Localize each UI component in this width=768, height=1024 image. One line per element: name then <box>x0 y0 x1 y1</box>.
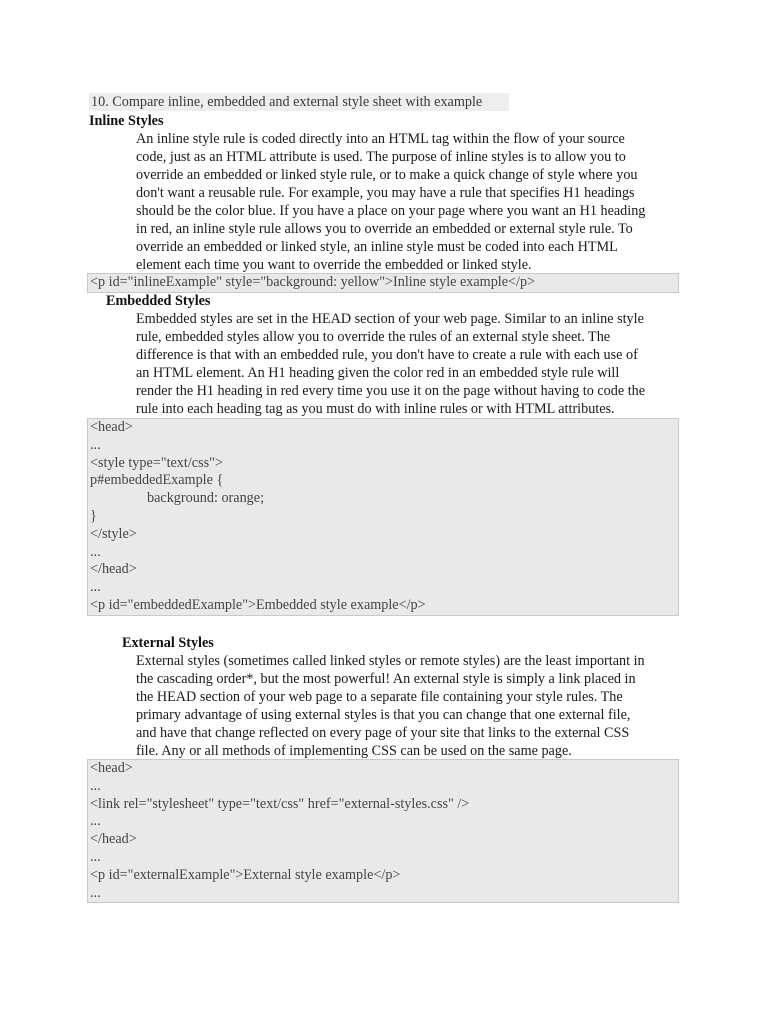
code-line: <p id="embeddedExample">Embedded style example</p> <box>90 596 426 613</box>
paragraph-line: External styles (sometimes called linked styles or remote styles) are the least important in <box>136 653 645 669</box>
paragraph-line: An inline style rule is coded directly into an HTML tag within the flow of your source <box>136 131 625 147</box>
code-line: <p id="inlineExample" style="background: yellow">Inline style example</p> <box>90 274 536 290</box>
code-line: ... <box>90 848 101 865</box>
inline-styles-heading: Inline Styles <box>89 113 164 129</box>
code-line: background: orange; <box>147 490 265 507</box>
code-line: ... <box>90 884 101 901</box>
code-line: </head> <box>90 561 137 578</box>
code-line: p#embeddedExample { <box>90 472 224 489</box>
code-line: ... <box>90 436 101 453</box>
code-line: <head> <box>90 760 133 776</box>
paragraph-line: primary advantage of using external styles is that you can change that one external file, <box>136 707 631 723</box>
code-line: ... <box>90 777 101 794</box>
embedded-styles-paragraph <box>136 310 681 418</box>
external-styles-heading: External Styles <box>122 635 214 651</box>
paragraph-line: override an embedded or linked style, an inline style must be coded into each HTML <box>136 239 618 255</box>
paragraph-line: file. Any or all methods of implementing CSS can be used on the same page. <box>136 743 572 759</box>
paragraph-line: code, just as an HTML attribute is used. The purpose of inline styles is to allow you to <box>136 149 626 165</box>
paragraph-line: in red, an inline style rule allows you to override an embedded or external style rule. To <box>136 221 633 237</box>
paragraph-line: difference is that with an embedded rule, you don't have to create a rule with each use of <box>136 347 638 363</box>
external-code-block <box>87 759 679 903</box>
paragraph-line: and have that change reflected on every page of your site that links to the external CSS <box>136 725 630 741</box>
external-styles-paragraph <box>136 652 681 760</box>
code-line: <style type="text/css"> <box>90 454 223 471</box>
embedded-styles-heading: Embedded Styles <box>106 293 211 309</box>
code-line: </head> <box>90 831 137 848</box>
paragraph-line: Embedded styles are set in the HEAD section of your web page. Similar to an inline style <box>136 311 644 327</box>
paragraph-line: don't want a reusable rule. For example, you may have a rule that specifies H1 headings <box>136 185 635 201</box>
inline-styles-paragraph <box>136 130 681 274</box>
paragraph-line: rule, embedded styles allow you to override the rules of an external style sheet. The <box>136 329 611 345</box>
question-title: 10. Compare inline, embedded and external style sheet with example <box>89 93 509 111</box>
paragraph-line: an HTML element. An H1 heading given the color red in an embedded style rule will <box>136 365 620 381</box>
paragraph-line: should be the color blue. If you have a place on your page where you want an H1 heading <box>136 203 646 219</box>
code-line: </style> <box>90 525 137 542</box>
code-line: <p id="externalExample">External style example</p> <box>90 866 401 883</box>
paragraph-line: render the H1 heading in red every time you use it on the page without having to code the <box>136 383 646 399</box>
inline-code-block <box>87 273 679 293</box>
paragraph-line: the cascading order*, but the most powerful! An external style is simply a link placed in <box>136 671 636 687</box>
code-line: <link rel="stylesheet" type="text/css" href="external-styles.css" /> <box>90 795 470 812</box>
paragraph-line: override an embedded or linked style rule, or to make a quick change of style where you <box>136 167 638 183</box>
paragraph-line: the HEAD section of your web page to a separate file containing your style rules. The <box>136 689 623 705</box>
paragraph-line: rule into each heading tag as you must do with inline rules or with HTML attributes. <box>136 401 615 417</box>
code-line: ... <box>90 543 101 560</box>
code-line: ... <box>90 579 101 596</box>
paragraph-line: element each time you want to override the embedded or linked style. <box>136 257 532 273</box>
code-line: ... <box>90 813 101 830</box>
embedded-code-block <box>87 418 679 616</box>
code-line: <head> <box>90 419 133 435</box>
code-line: } <box>90 507 97 524</box>
